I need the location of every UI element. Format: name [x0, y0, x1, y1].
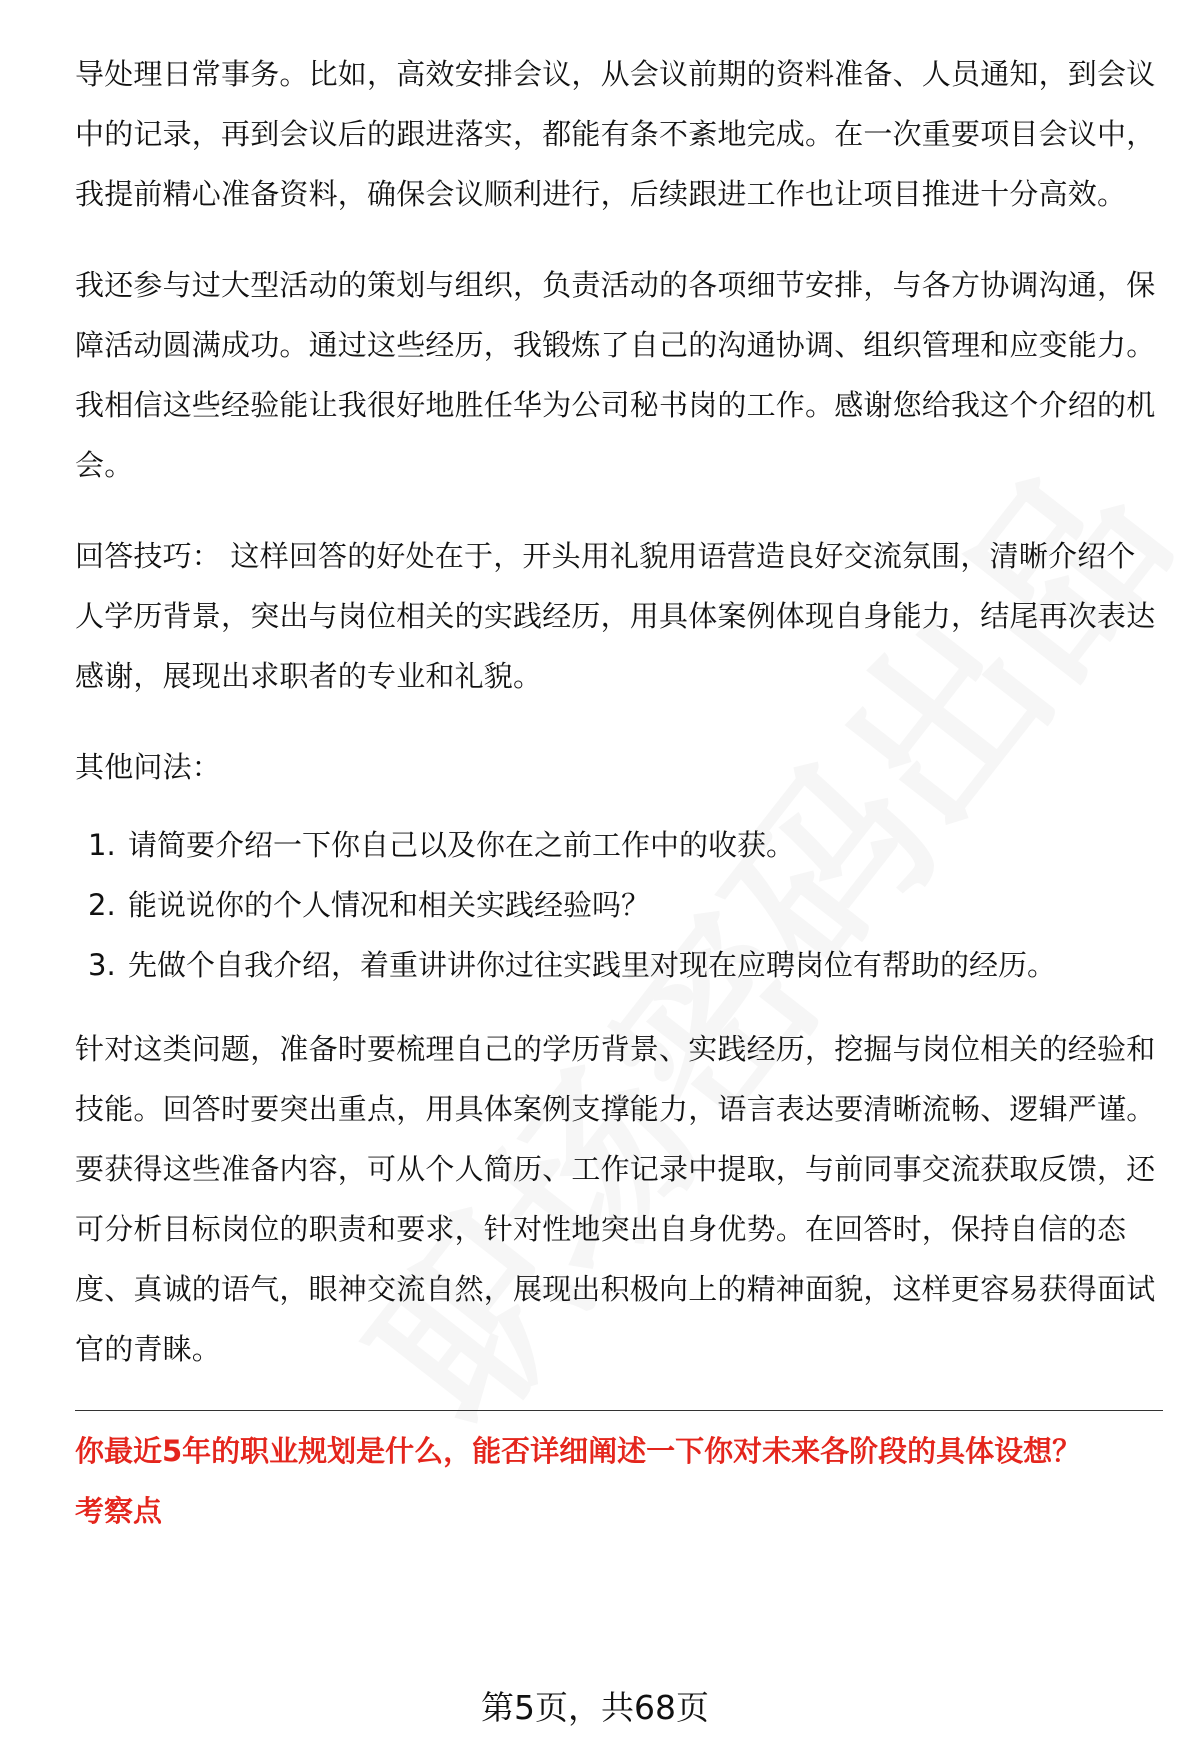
section-divider [75, 1410, 1163, 1411]
other-questions-label: 其他问法： [75, 750, 222, 784]
paragraph-1: 导处理日常事务。比如，高效安排会议，从会议前期的资料准备、人员通知，到会议中的记录，再到会议后的跟进落实，都能有条不紊地完成。在一次重要项目会议中，我提前精心准备资料，确保会议顺利进行，后续跟进工作也让项目推进十分高效。 [75, 57, 1156, 211]
next-question-title: 你最近5年的职业规划是什么，能否详细阐述一下你对未来各阶段的具体设想？ [75, 1434, 1082, 1468]
list-number: 3. [88, 948, 116, 982]
paragraph-tips: 回答技巧： 这样回答的好处在于，开头用礼貌用语营造良好交流氛围，清晰介绍个人学历背景，突出与岗位相关的实践经历，用具体案例体现自身能力，结尾再次表达感谢，展现出求职者的专业和礼貌。 [75, 539, 1156, 693]
list-item [88, 875, 1163, 935]
list-text: 先做个自我介绍，着重讲讲你过往实践里对现在应聘岗位有帮助的经历。 [128, 948, 1057, 982]
list-item [88, 815, 1163, 875]
other-questions-list [75, 815, 1163, 995]
list-number: 1. [88, 828, 116, 862]
list-text: 能说说你的个人情况和相关实践经验吗？ [128, 888, 651, 922]
paragraph-2: 我还参与过大型活动的策划与组织，负责活动的各项细节安排，与各方协调沟通，保障活动圆满成功。通过这些经历，我锻炼了自己的沟通协调、组织管理和应变能力。我相信这些经验能让我很好地胜任华为公司秘书岗的工作。感谢您给我这个介绍的机会。 [75, 268, 1156, 482]
document-body [75, 44, 1163, 1541]
page-number: 第5页，共68页 [481, 1688, 709, 1727]
paragraph-advice: 针对这类问题，准备时要梳理自己的学历背景、实践经历，挖掘与岗位相关的经验和技能。回答时要突出重点，用具体案例支撑能力，语言表达要清晰流畅、逻辑严谨。要获得这些准备内容，可从个人简历、工作记录中提取，与前同事交流获取反馈，还可分析目标岗位的职责和要求，针对性地突出自身优势。在回答时，保持自信的态度、真诚的语气，眼神交流自然，展现出积极向上的精神面貌，这样更容易获得面试官的青睐。 [75, 1032, 1156, 1366]
list-number: 2. [88, 888, 116, 922]
list-item [88, 935, 1163, 995]
next-question-subheading: 考察点 [75, 1494, 163, 1528]
list-text: 请简要介绍一下你自己以及你在之前工作中的收获。 [128, 828, 796, 862]
